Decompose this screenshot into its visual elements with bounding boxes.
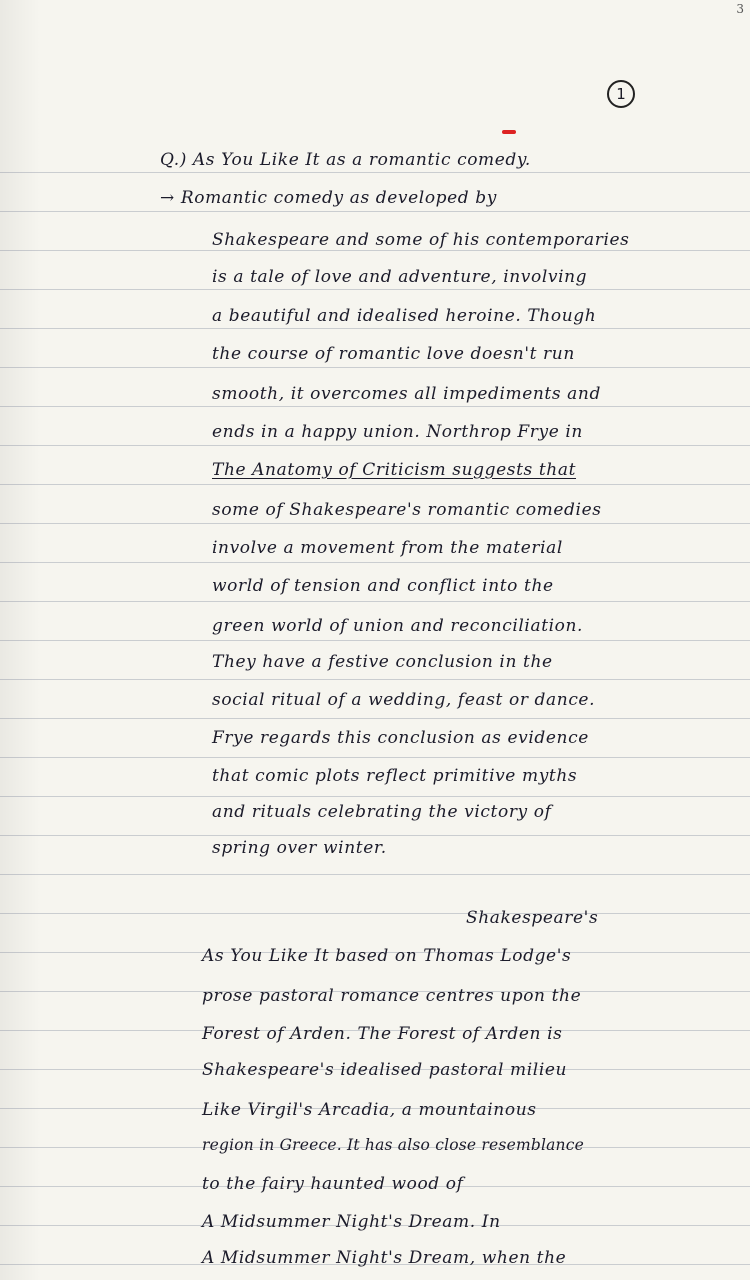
ruled-line bbox=[0, 250, 750, 251]
circled-page-number bbox=[607, 80, 635, 108]
ruled-line bbox=[0, 328, 750, 329]
text-line: ends in a happy union. Northrop Frye in bbox=[212, 422, 583, 442]
text-line: Shakespeare's bbox=[466, 908, 599, 928]
ruled-line bbox=[0, 796, 750, 797]
text-line: some of Shakespeare's romantic comedies bbox=[212, 500, 602, 520]
ruled-line bbox=[0, 874, 750, 875]
ruled-line bbox=[0, 835, 750, 836]
ruled-line bbox=[0, 601, 750, 602]
text-line: and rituals celebrating the victory of bbox=[212, 802, 552, 822]
text-line: green world of union and reconciliation. bbox=[212, 616, 584, 636]
text-line: involve a movement from the material bbox=[212, 538, 563, 558]
text-line: Like Virgil's Arcadia, a mountainous bbox=[202, 1100, 537, 1120]
ruled-line bbox=[0, 484, 750, 485]
ruled-line bbox=[0, 367, 750, 368]
ruled-line bbox=[0, 211, 750, 212]
text-line: The Anatomy of Criticism suggests that bbox=[212, 460, 577, 480]
text-line: As You Like It based on Thomas Lodge's bbox=[202, 946, 572, 966]
ruled-line bbox=[0, 445, 750, 446]
text-line: smooth, it overcomes all impediments and bbox=[212, 384, 601, 404]
text-line: region in Greece. It has also close resemblance bbox=[202, 1136, 584, 1154]
text-line: They have a festive conclusion in the bbox=[212, 652, 553, 672]
ruled-line bbox=[0, 289, 750, 290]
ruled-line bbox=[0, 718, 750, 719]
ruled-line bbox=[0, 913, 750, 914]
ruled-line bbox=[0, 562, 750, 563]
ruled-line bbox=[0, 757, 750, 758]
text-line: world of tension and conflict into the bbox=[212, 576, 554, 596]
text-line: social ritual of a wedding, feast or dance. bbox=[212, 690, 596, 710]
text-line: Forest of Arden. The Forest of Arden is bbox=[202, 1024, 563, 1044]
question-heading: Q.) As You Like It as a romantic comedy. bbox=[160, 150, 531, 170]
text-line: is a tale of love and adventure, involving bbox=[212, 267, 588, 287]
text-line: spring over winter. bbox=[212, 838, 387, 858]
text-line: the course of romantic love doesn't run bbox=[212, 344, 575, 364]
ruled-line bbox=[0, 406, 750, 407]
text-line: Shakespeare's idealised pastoral milieu bbox=[202, 1060, 568, 1080]
ruled-line bbox=[0, 679, 750, 680]
text-line: → Romantic comedy as developed by bbox=[160, 188, 497, 208]
text-line: Shakespeare and some of his contemporaries bbox=[212, 230, 630, 250]
text-line: prose pastoral romance centres upon the bbox=[202, 986, 582, 1006]
ruled-line bbox=[0, 172, 750, 173]
page-corner-number: 3 bbox=[736, 2, 744, 16]
text-line: A Midsummer Night's Dream. In bbox=[202, 1212, 501, 1232]
ruled-line bbox=[0, 640, 750, 641]
red-margin-mark bbox=[502, 130, 516, 134]
text-line: a beautiful and idealised heroine. Though bbox=[212, 306, 597, 326]
text-line: to the fairy haunted wood of bbox=[202, 1174, 464, 1194]
text-line: Frye regards this conclusion as evidence bbox=[212, 728, 589, 748]
text-line: A Midsummer Night's Dream, when the bbox=[202, 1248, 567, 1268]
circled-page-number-text: 1 bbox=[616, 85, 626, 103]
text-line: that comic plots reflect primitive myths bbox=[212, 766, 578, 786]
ruled-line bbox=[0, 523, 750, 524]
